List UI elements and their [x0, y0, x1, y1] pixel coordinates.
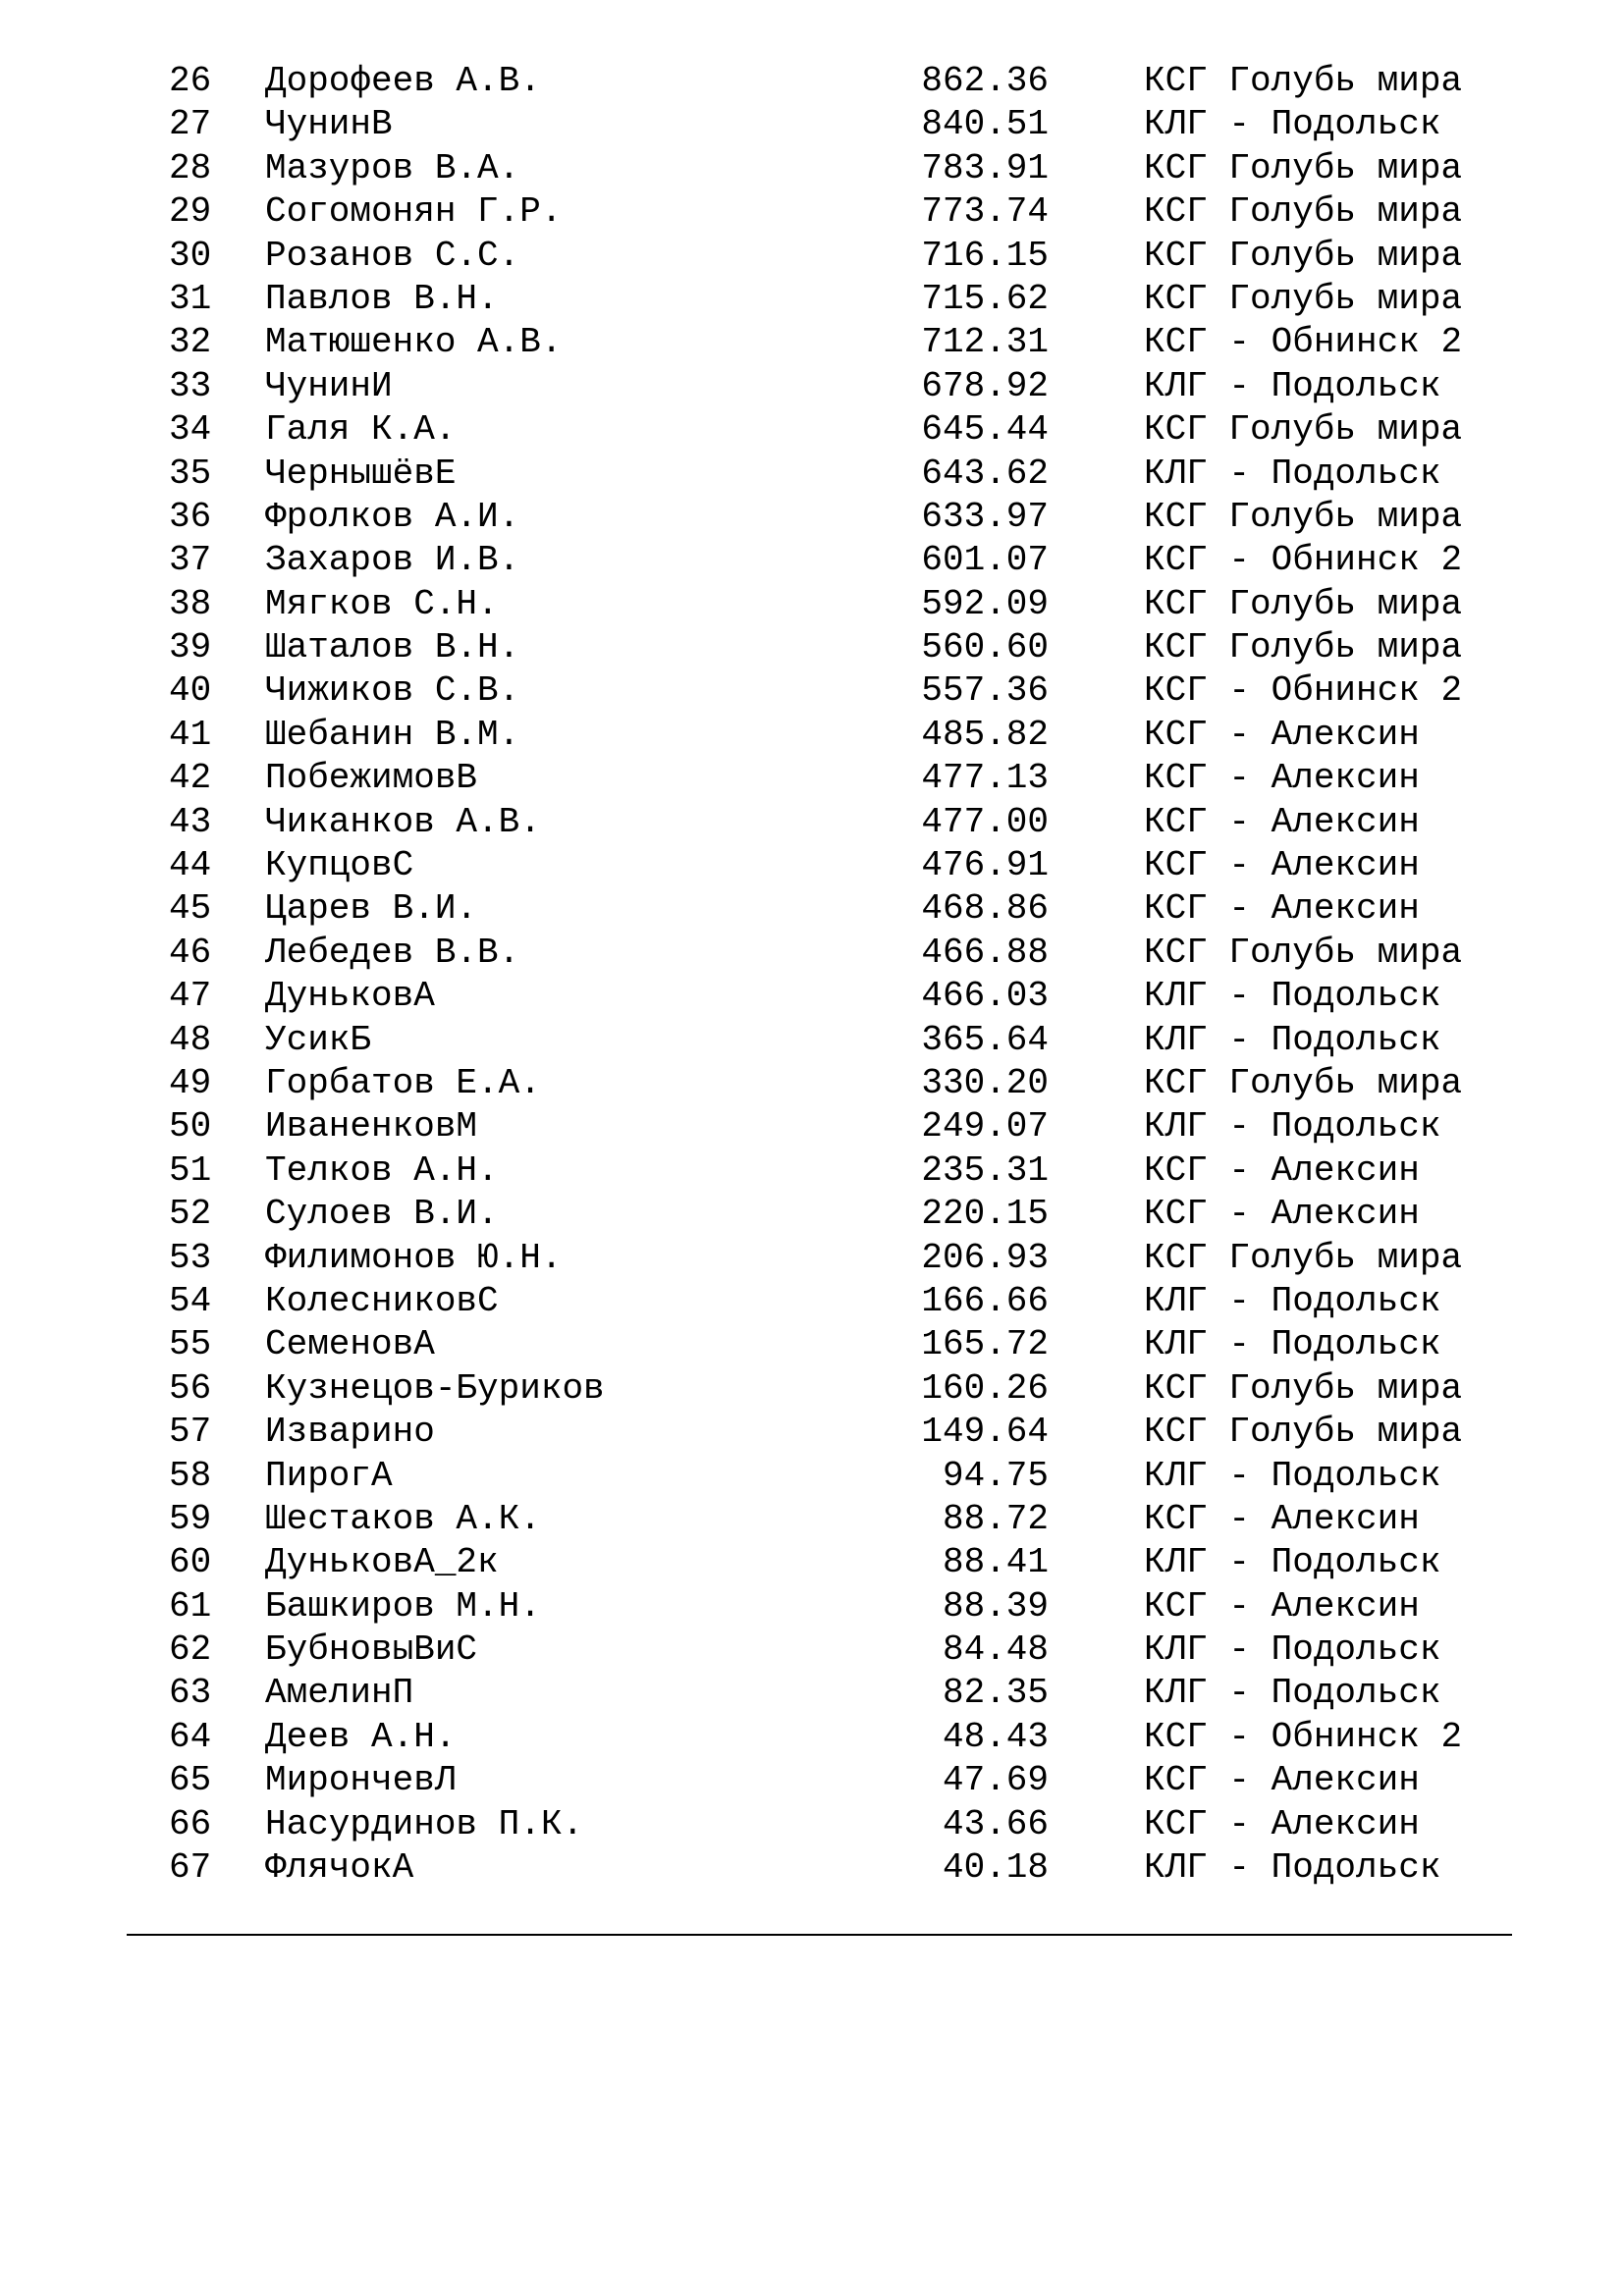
name-cell: Башкиров М.Н. [265, 1585, 541, 1627]
club-cell: КСГ - Алексин [1144, 1498, 1420, 1539]
name-cell: БубновыВиС [265, 1629, 478, 1671]
club-cell: КСГ Голубь мира [1144, 1367, 1463, 1409]
score-cell: 862.36 [921, 61, 1049, 101]
score-cell: 715.62 [921, 278, 1049, 319]
club-cell: КСГ - Алексин [1144, 1194, 1420, 1235]
table-row [0, 1019, 1624, 1062]
rank-cell: 48 [169, 1019, 212, 1060]
rank-cell: 61 [169, 1585, 212, 1627]
club-cell: КСГ - Алексин [1144, 845, 1420, 886]
name-cell: Изварино [265, 1412, 435, 1453]
name-cell: Павлов В.Н. [265, 278, 499, 319]
rank-cell: 49 [169, 1062, 212, 1103]
name-cell: ЧернышёвЕ [265, 453, 457, 494]
rank-cell: 51 [169, 1149, 212, 1191]
score-cell: 633.97 [921, 496, 1049, 537]
rank-cell: 54 [169, 1280, 212, 1321]
rank-cell: 30 [169, 235, 212, 276]
table-row [0, 1759, 1624, 1802]
table-row [0, 321, 1624, 364]
rank-cell: 37 [169, 540, 212, 581]
club-cell: КСГ Голубь мира [1144, 278, 1463, 319]
table-row [0, 1280, 1624, 1323]
table-row [0, 1498, 1624, 1541]
rank-cell: 63 [169, 1673, 212, 1714]
club-cell: КЛГ - Подольск [1144, 453, 1441, 494]
table-row [0, 103, 1624, 146]
name-cell: ИваненковМ [265, 1106, 478, 1148]
table-row [0, 669, 1624, 713]
table-row [0, 1367, 1624, 1411]
table-row [0, 1716, 1624, 1759]
table-row [0, 757, 1624, 800]
table-row [0, 453, 1624, 496]
rank-cell: 33 [169, 365, 212, 406]
score-cell: 773.74 [921, 191, 1049, 233]
name-cell: Розанов С.С. [265, 235, 520, 276]
rank-cell: 58 [169, 1455, 212, 1496]
table-row [0, 1585, 1624, 1629]
table-row [0, 1149, 1624, 1193]
rank-cell: 29 [169, 191, 212, 233]
name-cell: ПирогА [265, 1455, 393, 1496]
table-row [0, 801, 1624, 844]
name-cell: ДуньковА_2к [265, 1542, 499, 1583]
club-cell: КСГ - Алексин [1144, 714, 1420, 755]
rank-cell: 41 [169, 714, 212, 755]
table-row [0, 1193, 1624, 1236]
club-cell: КСГ - Алексин [1144, 1760, 1420, 1801]
rank-cell: 62 [169, 1629, 212, 1671]
score-cell: 166.66 [921, 1280, 1049, 1321]
table-row [0, 496, 1624, 539]
name-cell: ПобежимовВ [265, 758, 478, 799]
name-cell: ЧунинИ [265, 365, 393, 406]
name-cell: Галя К.А. [265, 409, 457, 451]
table-row [0, 1062, 1624, 1105]
name-cell: Захаров И.В. [265, 540, 520, 581]
score-cell: 557.36 [921, 670, 1049, 712]
score-cell: 601.07 [921, 540, 1049, 581]
name-cell: АмелинП [265, 1673, 414, 1714]
score-cell: 645.44 [921, 409, 1049, 451]
club-cell: КСГ Голубь мира [1144, 932, 1463, 973]
score-cell: 88.72 [942, 1498, 1049, 1539]
score-cell: 485.82 [921, 714, 1049, 755]
score-cell: 220.15 [921, 1194, 1049, 1235]
name-cell: Мягков С.Н. [265, 583, 499, 624]
score-cell: 165.72 [921, 1324, 1049, 1365]
table-row [0, 975, 1624, 1018]
score-cell: 40.18 [942, 1847, 1049, 1889]
name-cell: Матюшенко А.В. [265, 322, 563, 363]
rank-cell: 52 [169, 1194, 212, 1235]
score-cell: 643.62 [921, 453, 1049, 494]
table-row [0, 1672, 1624, 1715]
name-cell: Деев А.Н. [265, 1716, 457, 1757]
club-cell: КСГ - Алексин [1144, 1149, 1420, 1191]
table-row [0, 932, 1624, 975]
club-cell: КЛГ - Подольск [1144, 976, 1441, 1017]
name-cell: Согомонян Г.Р. [265, 191, 563, 233]
score-cell: 84.48 [942, 1629, 1049, 1671]
score-cell: 716.15 [921, 235, 1049, 276]
rank-cell: 28 [169, 147, 212, 188]
club-cell: КСГ Голубь мира [1144, 147, 1463, 188]
name-cell: Мазуров В.А. [265, 147, 520, 188]
table-row [0, 1846, 1624, 1890]
rank-cell: 60 [169, 1542, 212, 1583]
name-cell: Шестаков А.К. [265, 1498, 541, 1539]
score-cell: 149.64 [921, 1412, 1049, 1453]
rank-cell: 57 [169, 1412, 212, 1453]
rank-cell: 39 [169, 627, 212, 668]
name-cell: Телков А.Н. [265, 1149, 499, 1191]
table-row [0, 147, 1624, 190]
club-cell: КЛГ - Подольск [1144, 104, 1441, 145]
name-cell: Филимонов Ю.Н. [265, 1237, 563, 1278]
rank-cell: 50 [169, 1106, 212, 1148]
club-cell: КСГ Голубь мира [1144, 235, 1463, 276]
name-cell: Кузнецов-Буриков [265, 1367, 605, 1409]
rank-cell: 35 [169, 453, 212, 494]
club-cell: КСГ Голубь мира [1144, 1062, 1463, 1103]
rank-cell: 40 [169, 670, 212, 712]
table-row [0, 60, 1624, 103]
name-cell: ФлячокА [265, 1847, 414, 1889]
score-cell: 160.26 [921, 1367, 1049, 1409]
score-cell: 94.75 [942, 1455, 1049, 1496]
score-cell: 47.69 [942, 1760, 1049, 1801]
club-cell: КСГ - Алексин [1144, 1803, 1420, 1844]
club-cell: КСГ Голубь мира [1144, 1412, 1463, 1453]
rank-cell: 65 [169, 1760, 212, 1801]
score-cell: 840.51 [921, 104, 1049, 145]
name-cell: Шебанин В.М. [265, 714, 520, 755]
rank-cell: 31 [169, 278, 212, 319]
club-cell: КЛГ - Подольск [1144, 1629, 1441, 1671]
name-cell: Фролков А.И. [265, 496, 520, 537]
table-row [0, 1237, 1624, 1280]
table-row [0, 1455, 1624, 1498]
club-cell: КЛГ - Подольск [1144, 1106, 1441, 1148]
rank-cell: 32 [169, 322, 212, 363]
rank-cell: 34 [169, 409, 212, 451]
rank-cell: 36 [169, 496, 212, 537]
name-cell: ЧунинВ [265, 104, 393, 145]
club-cell: КСГ - Алексин [1144, 758, 1420, 799]
name-cell: Шаталов В.Н. [265, 627, 520, 668]
name-cell: МирончевЛ [265, 1760, 457, 1801]
name-cell: КупцовС [265, 845, 414, 886]
rank-cell: 27 [169, 104, 212, 145]
bottom-rule [127, 1934, 1512, 1936]
rank-cell: 59 [169, 1498, 212, 1539]
club-cell: КЛГ - Подольск [1144, 1324, 1441, 1365]
rank-cell: 64 [169, 1716, 212, 1757]
name-cell: Горбатов Е.А. [265, 1062, 541, 1103]
table-row [0, 1323, 1624, 1366]
score-cell: 249.07 [921, 1106, 1049, 1148]
club-cell: КСГ - Алексин [1144, 888, 1420, 930]
table-row [0, 626, 1624, 669]
score-cell: 330.20 [921, 1062, 1049, 1103]
score-cell: 88.41 [942, 1542, 1049, 1583]
table-row [0, 408, 1624, 452]
score-cell: 235.31 [921, 1149, 1049, 1191]
table-row [0, 887, 1624, 931]
name-cell: Чижиков С.В. [265, 670, 520, 712]
results-list [0, 60, 1624, 1890]
table-row [0, 365, 1624, 408]
score-cell: 206.93 [921, 1237, 1049, 1278]
table-row [0, 1629, 1624, 1672]
score-cell: 476.91 [921, 845, 1049, 886]
rank-cell: 44 [169, 845, 212, 886]
table-row [0, 190, 1624, 234]
club-cell: КЛГ - Подольск [1144, 1673, 1441, 1714]
name-cell: УсикБ [265, 1019, 372, 1060]
club-cell: КЛГ - Подольск [1144, 1280, 1441, 1321]
table-row [0, 1411, 1624, 1454]
name-cell: Дорофеев А.В. [265, 61, 541, 101]
club-cell: КЛГ - Подольск [1144, 1019, 1441, 1060]
score-cell: 43.66 [942, 1803, 1049, 1844]
table-row [0, 1541, 1624, 1584]
table-row [0, 278, 1624, 321]
club-cell: КСГ Голубь мира [1144, 583, 1463, 624]
table-row [0, 1105, 1624, 1148]
score-cell: 783.91 [921, 147, 1049, 188]
rank-cell: 26 [169, 61, 212, 101]
score-cell: 466.03 [921, 976, 1049, 1017]
table-row [0, 1803, 1624, 1846]
name-cell: Сулоев В.И. [265, 1194, 499, 1235]
score-cell: 477.13 [921, 758, 1049, 799]
score-cell: 48.43 [942, 1716, 1049, 1757]
club-cell: КСГ Голубь мира [1144, 191, 1463, 233]
name-cell: Чиканков А.В. [265, 801, 541, 842]
club-cell: КСГ Голубь мира [1144, 1237, 1463, 1278]
name-cell: КолесниковС [265, 1280, 499, 1321]
rank-cell: 56 [169, 1367, 212, 1409]
score-cell: 678.92 [921, 365, 1049, 406]
name-cell: СеменовА [265, 1324, 435, 1365]
rank-cell: 46 [169, 932, 212, 973]
club-cell: КЛГ - Подольск [1144, 1542, 1441, 1583]
table-row [0, 583, 1624, 626]
score-cell: 712.31 [921, 322, 1049, 363]
rank-cell: 66 [169, 1803, 212, 1844]
rank-cell: 67 [169, 1847, 212, 1889]
club-cell: КСГ Голубь мира [1144, 496, 1463, 537]
rank-cell: 47 [169, 976, 212, 1017]
table-row [0, 844, 1624, 887]
table-row [0, 235, 1624, 278]
club-cell: КЛГ - Подольск [1144, 1455, 1441, 1496]
club-cell: КСГ - Обнинск 2 [1144, 540, 1463, 581]
score-cell: 477.00 [921, 801, 1049, 842]
club-cell: КСГ Голубь мира [1144, 61, 1463, 101]
table-row [0, 539, 1624, 582]
club-cell: КСГ - Алексин [1144, 801, 1420, 842]
score-cell: 466.88 [921, 932, 1049, 973]
name-cell: Царев В.И. [265, 888, 478, 930]
club-cell: КСГ Голубь мира [1144, 627, 1463, 668]
name-cell: Лебедев В.В. [265, 932, 520, 973]
name-cell: ДуньковА [265, 976, 435, 1017]
rank-cell: 45 [169, 888, 212, 930]
name-cell: Насурдинов П.К. [265, 1803, 584, 1844]
rank-cell: 43 [169, 801, 212, 842]
table-row [0, 714, 1624, 757]
rank-cell: 53 [169, 1237, 212, 1278]
club-cell: КСГ - Обнинск 2 [1144, 1716, 1463, 1757]
score-cell: 560.60 [921, 627, 1049, 668]
score-cell: 88.39 [942, 1585, 1049, 1627]
score-cell: 592.09 [921, 583, 1049, 624]
score-cell: 365.64 [921, 1019, 1049, 1060]
club-cell: КЛГ - Подольск [1144, 365, 1441, 406]
club-cell: КСГ - Обнинск 2 [1144, 322, 1463, 363]
club-cell: КСГ - Алексин [1144, 1585, 1420, 1627]
club-cell: КСГ Голубь мира [1144, 409, 1463, 451]
club-cell: КЛГ - Подольск [1144, 1847, 1441, 1889]
rank-cell: 55 [169, 1324, 212, 1365]
score-cell: 82.35 [942, 1673, 1049, 1714]
club-cell: КСГ - Обнинск 2 [1144, 670, 1463, 712]
rank-cell: 38 [169, 583, 212, 624]
rank-cell: 42 [169, 758, 212, 799]
score-cell: 468.86 [921, 888, 1049, 930]
